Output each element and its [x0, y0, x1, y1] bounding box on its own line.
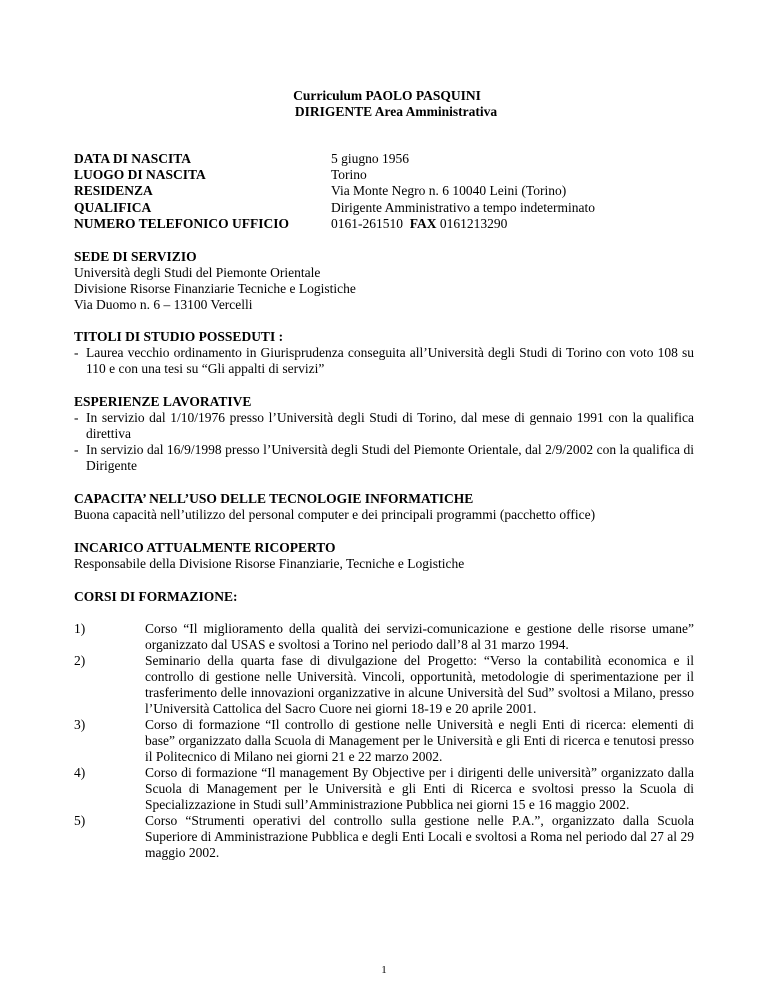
info-label-qualification: QUALIFICA — [74, 199, 152, 215]
incarico-text: Responsabile della Divisione Risorse Finanziarie, Tecniche e Logistiche — [74, 556, 465, 572]
list-dash: - — [74, 442, 79, 458]
title-line-role: DIRIGENTE Area Amministrativa — [294, 104, 498, 119]
document-title — [80, 88, 694, 120]
section-heading-titoli: TITOLI DI STUDIO POSSEDUTI : — [74, 329, 284, 345]
section-heading-esperienze: ESPERIENZE LAVORATIVE — [74, 394, 252, 410]
capacita-text: Buona capacità nell’utilizzo del personal computer e dei principali programmi (pacchetto office) — [74, 507, 596, 523]
section-titoli-di-studio — [74, 329, 694, 377]
course-text: Corso “Il miglioramento della qualità dei servizi-comunicazione e gestione delle risorse umane” organizzato dal USAS e svoltosi a Torino nel periodo dall’8 al 31 marzo 1994. — [145, 621, 694, 653]
section-incarico-attuale — [74, 540, 694, 572]
list-item — [74, 345, 694, 377]
esperienze-item-text: In servizio dal 16/9/1998 presso l’Università degli Studi del Piemonte Orientale, dal 2/9/2002 con la qualifica di Dirigente — [86, 442, 694, 474]
course-text: Corso di formazione “Il management By Objective per i dirigenti delle università” organizzato dalla Scuola di Management per le Università e gli Enti di Ricerca e svoltosi presso la Scuola di Specializzazione in Studi sull’Amministrazione Pubblica nei giorni 15 e 16 maggio 2002. — [145, 765, 694, 813]
fax-label: FAX — [409, 215, 437, 231]
section-capacita-informatiche — [74, 491, 694, 523]
document-page — [74, 88, 694, 861]
course-number: 1) — [74, 621, 86, 637]
list-dash: - — [74, 345, 79, 361]
info-label-birth-date: DATA DI NASCITA — [74, 151, 192, 166]
info-label-birth-place: LUOGO DI NASCITA — [74, 167, 206, 183]
course-number: 4) — [74, 765, 86, 781]
title-line-name: Curriculum PAOLO PASQUINI — [293, 88, 481, 103]
info-label-office-phone: NUMERO TELEFONICO UFFICIO — [74, 215, 290, 231]
info-value-residence: Via Monte Negro n. 6 10040 Leini (Torino) — [331, 183, 567, 199]
list-item — [74, 653, 694, 717]
esperienze-item-text: In servizio dal 1/10/1976 presso l’Università degli Studi di Torino, dal mese di gennaio 1991 con la qualifica direttiva — [86, 410, 694, 442]
info-value-birth-place: Torino — [331, 167, 367, 183]
list-item — [74, 410, 694, 442]
course-number: 5) — [74, 813, 86, 829]
section-heading-corsi: CORSI DI FORMAZIONE: — [74, 589, 238, 605]
course-list — [74, 621, 694, 861]
course-text: Corso “Strumenti operativi del controllo sulla gestione nelle P.A.”, organizzato dalla Scuola Superiore di Amministrazione Pubblica e degli Enti Locali e svoltosi a Roma nel periodo dal 27 al 29 maggio 2002. — [145, 813, 694, 861]
section-heading-incarico: INCARICO ATTUALMENTE RICOPERTO — [74, 540, 336, 556]
section-heading-sede: SEDE DI SERVIZIO — [74, 249, 197, 265]
list-item — [74, 442, 694, 474]
course-text: Seminario della quarta fase di divulgazione del Progetto: “Verso la contabilità economica e il controllo di gestione nelle Università. Vincoli, opportunità, metodologie di sperimentazione per il trasferimento delle innovazioni organizzative in alcune Università del Sud” svoltosi a Milano, presso l’Università Cattolica del Sacro Cuore nei giorni 18-19 e 20 aprile 2001. — [145, 653, 694, 717]
section-esperienze-lavorative — [74, 394, 694, 474]
course-number: 3) — [74, 717, 86, 733]
info-value-birth-date: 5 giugno 1956 — [331, 151, 410, 166]
fax-number: 0161213290 — [439, 215, 508, 231]
list-item — [74, 621, 694, 653]
personal-info-table — [74, 151, 694, 232]
list-item — [74, 717, 694, 765]
info-label-residence: RESIDENZA — [74, 183, 153, 199]
course-text: Corso di formazione “Il controllo di gestione nelle Università e negli Enti di ricerca: elementi di base” organizzato dalla Scuola di Management per le Università e gli Enti di ricerca e tenutosi presso il Politecnico di Milano nei giorni 21 e 22 marzo 2002. — [145, 717, 694, 765]
office-phone-number: 0161-261510 — [331, 215, 403, 231]
list-item — [74, 813, 694, 861]
sede-line-division: Divisione Risorse Finanziarie Tecniche e Logistiche — [74, 281, 356, 297]
page-number: 1 — [381, 964, 387, 976]
sede-line-university: Università degli Studi del Piemonte Orientale — [74, 265, 321, 281]
section-sede-di-servizio — [74, 249, 694, 313]
info-value-office-phone — [331, 216, 694, 232]
titoli-item-text: Laurea vecchio ordinamento in Giurisprudenza conseguita all’Università degli Studi di Torino con voto 108 su 110 e con una tesi su “Gli appalti di servizi” — [86, 345, 694, 377]
list-item — [74, 765, 694, 813]
info-value-qualification: Dirigente Amministrativo a tempo indeterminato — [331, 199, 595, 215]
list-dash: - — [74, 410, 79, 426]
sede-line-address: Via Duomo n. 6 – 13100 Vercelli — [74, 297, 253, 313]
section-heading-capacita: CAPACITA’ NELL’USO DELLE TECNOLOGIE INFORMATICHE — [74, 491, 474, 507]
course-number: 2) — [74, 653, 86, 669]
